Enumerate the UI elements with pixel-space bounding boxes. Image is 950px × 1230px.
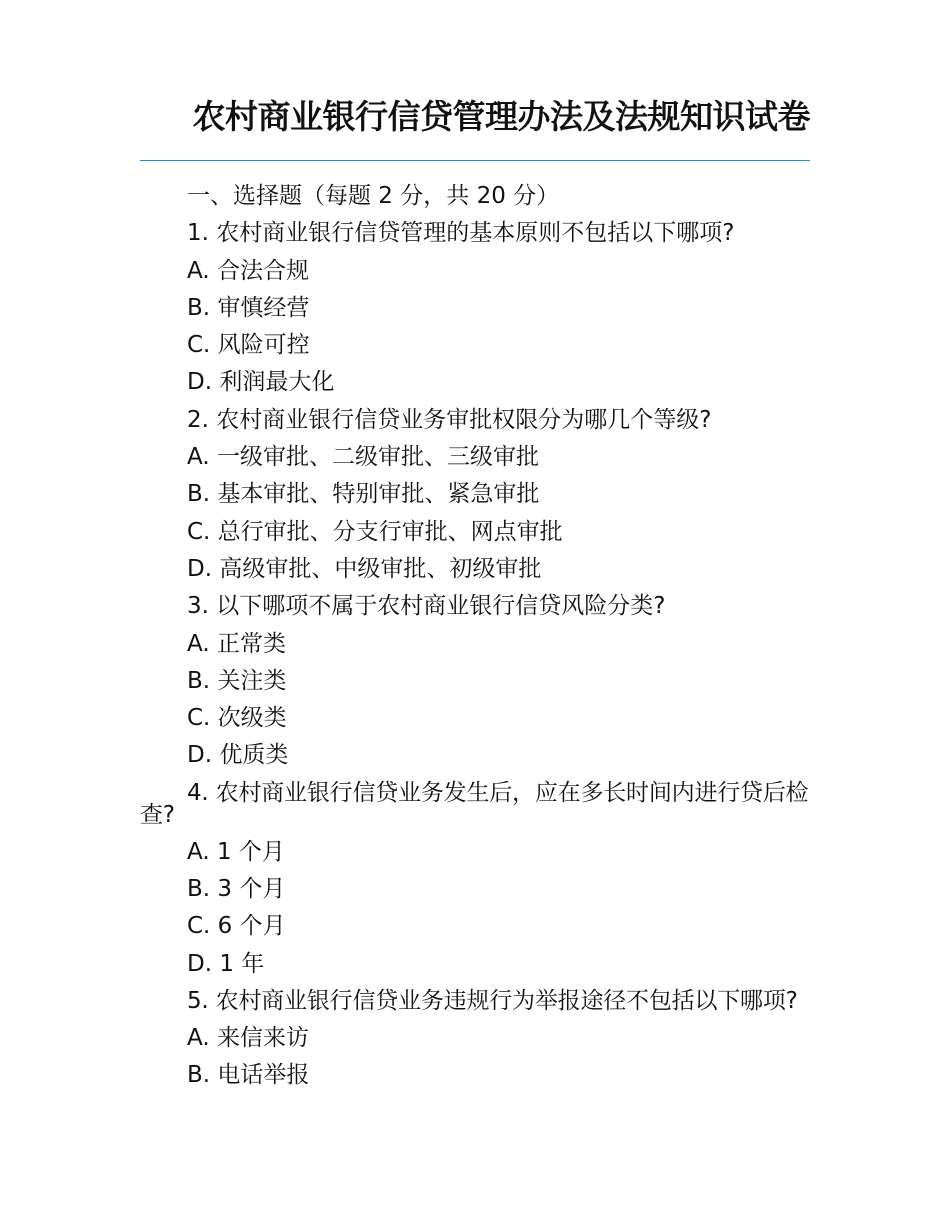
option-d: D. 1 年	[187, 950, 265, 977]
option-c: C. 6 个月	[187, 913, 286, 940]
option-a: A. 一级审批、二级审批、三级审批	[187, 444, 539, 471]
question-3	[140, 588, 812, 774]
question-stem: 4. 农村商业银行信贷业务发生后，应在多长时间内进行贷后检查?	[140, 779, 809, 828]
option-b: B. 电话举报	[187, 1062, 310, 1089]
question-stem: 5. 农村商业银行信贷业务违规行为举报途径不包括以下哪项?	[187, 987, 798, 1014]
option-b: B. 基本审批、特别审批、紧急审批	[187, 481, 540, 508]
document-body	[140, 178, 812, 1095]
question-stem: 3. 以下哪项不属于农村商业银行信贷风险分类?	[187, 593, 666, 620]
option-d: D. 高级审批、中级审批、初级审批	[187, 555, 542, 582]
option-a: A. 1 个月	[187, 838, 285, 865]
question-stem: 2. 农村商业银行信贷业务审批权限分为哪几个等级?	[187, 406, 712, 433]
question-4	[140, 779, 812, 983]
option-a: A. 正常类	[187, 630, 286, 657]
question-1	[140, 215, 812, 401]
option-c: C. 次级类	[187, 705, 287, 732]
option-a: A. 合法合规	[187, 257, 309, 284]
title-underline	[140, 160, 810, 161]
option-b: B. 关注类	[187, 667, 287, 694]
option-b: B. 审慎经营	[187, 294, 310, 321]
question-5	[140, 987, 812, 1095]
option-b: B. 3 个月	[187, 876, 286, 903]
option-a: A. 来信来访	[187, 1024, 309, 1051]
option-c: C. 总行审批、分支行审批、网点审批	[187, 518, 563, 545]
option-c: C. 风险可控	[187, 332, 310, 359]
question-2	[140, 402, 812, 588]
option-d: D. 利润最大化	[187, 369, 335, 396]
section-heading: 一、选择题（每题 2 分，共 20 分）	[187, 183, 560, 209]
option-d: D. 优质类	[187, 742, 289, 769]
document-title: 农村商业银行信贷管理办法及法规知识试卷	[192, 97, 810, 136]
question-stem: 1. 农村商业银行信贷管理的基本原则不包括以下哪项?	[187, 220, 735, 247]
